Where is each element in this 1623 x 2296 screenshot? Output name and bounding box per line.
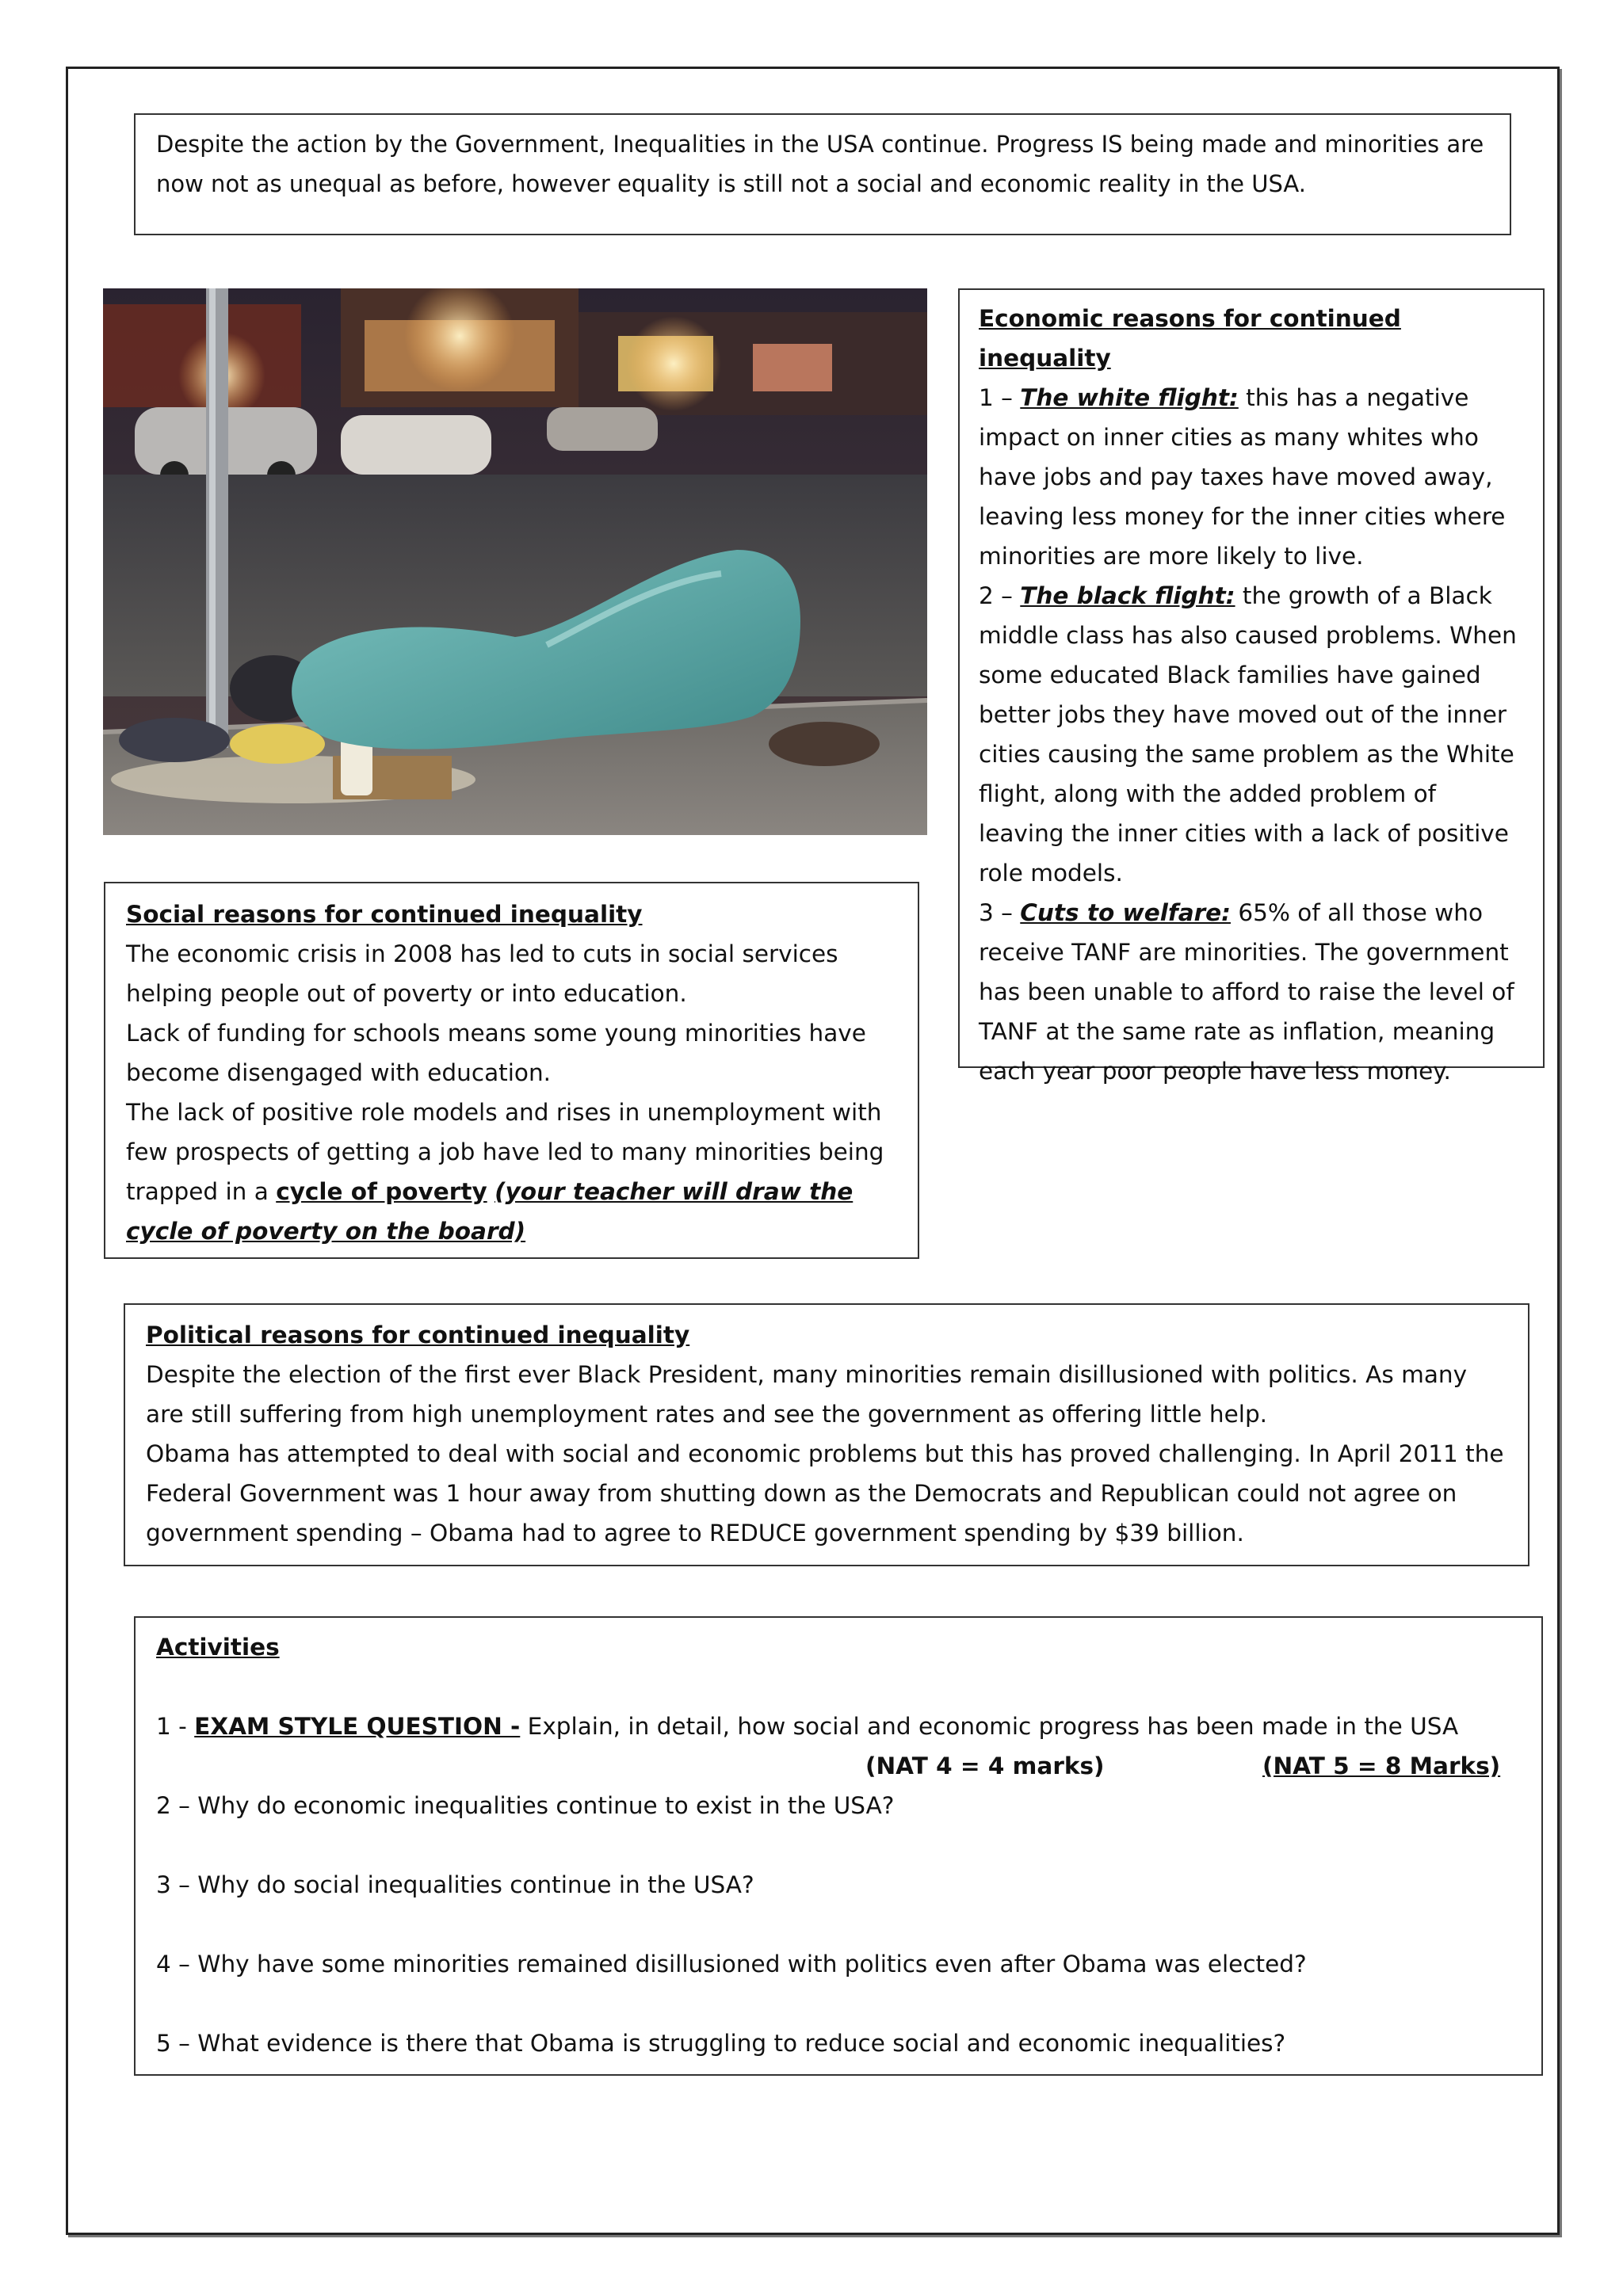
item-number: 1 – bbox=[979, 384, 1021, 411]
teacher-note: (your teacher will draw the cycle of poverty on the board) bbox=[126, 1178, 854, 1245]
political-para-2: Obama has attempted to deal with social and economic problems but this has proved challenging. In April 2011 the Federal Government was 1 hour away from shutting down as the Democrats and Republican could not agree on government spending – Obama had to agree to REDUCE government spending by $39 billion. bbox=[146, 1440, 1504, 1547]
economic-reasons-box bbox=[958, 288, 1545, 1085]
marks-nat5: (NAT 5 = 8 Marks) bbox=[1262, 1753, 1501, 1779]
item-term: The black flight: bbox=[1020, 582, 1235, 609]
item-term: The white flight: bbox=[1020, 384, 1239, 411]
marks-nat4: (NAT 4 = 4 marks) bbox=[865, 1753, 1105, 1779]
item-text: the growth of a Black middle class has also caused problems. When some educated Black families have gained better jobs they have moved out of the inner cities causing the same problem as the White flight, along with the added problem of leaving the inner cities with a lack of positive role models. bbox=[979, 582, 1517, 887]
question-3: 3 – Why do social inequalities continue in the USA? bbox=[156, 1871, 754, 1898]
question-1-number: 1 - bbox=[156, 1713, 195, 1740]
intro-text: Despite the action by the Government, Inequalities in the USA continue. Progress IS being made and minorities are now not as unequal as before, however equality is still not a social and economic reality in the USA. bbox=[156, 131, 1484, 197]
activities-heading: Activities bbox=[156, 1634, 280, 1661]
economic-item-1 bbox=[979, 378, 1524, 576]
photo-illustration bbox=[103, 288, 927, 835]
question-1-text: Explain, in detail, how social and economic progress has been made in the USA bbox=[520, 1713, 1459, 1740]
item-number: 3 – bbox=[979, 899, 1021, 926]
question-4: 4 – Why have some minorities remained disillusioned with politics even after Obama was elected? bbox=[156, 1951, 1307, 1978]
social-para-3 bbox=[126, 1093, 897, 1251]
item-text: this has a negative impact on inner cities as many whites who have jobs and pay taxes have moved away, leaving less money for the inner cities where minorities are more likely to live. bbox=[979, 384, 1506, 570]
social-para-3-text: The lack of positive role models and rises in unemployment with few prospects of getting a job have led to many minorities being trapped in a bbox=[126, 1099, 884, 1205]
political-heading: Political reasons for continued inequality bbox=[146, 1322, 690, 1348]
question-1 bbox=[156, 1707, 1521, 1746]
intro-box bbox=[134, 113, 1511, 235]
economic-item-2 bbox=[979, 576, 1524, 893]
homeless-person-photo bbox=[103, 288, 927, 835]
question-5: 5 – What evidence is there that Obama is struggling to reduce social and economic inequalities? bbox=[156, 2030, 1286, 2057]
item-text: 65% of all those who receive TANF are minorities. The government has been unable to afford to raise the level of TANF at the same rate as inflation, meaning each year poor people have less money. bbox=[979, 899, 1514, 1085]
item-term: Cuts to welfare: bbox=[1020, 899, 1231, 926]
social-heading: Social reasons for continued inequality bbox=[126, 901, 643, 928]
economic-item-3 bbox=[979, 893, 1524, 1091]
political-para-1: Despite the election of the first ever Black President, many minorities remain disillusioned with politics. As many are still suffering from high unemployment rates and see the government as offering little help. bbox=[146, 1361, 1468, 1428]
cycle-of-poverty-term: cycle of poverty bbox=[276, 1178, 487, 1205]
social-reasons-box bbox=[104, 882, 919, 1259]
economic-heading: Economic reasons for continued inequality bbox=[979, 305, 1401, 372]
activities-box bbox=[134, 1616, 1543, 2076]
exam-style-label: EXAM STYLE QUESTION - bbox=[194, 1713, 521, 1740]
item-number: 2 – bbox=[979, 582, 1021, 609]
political-reasons-box bbox=[124, 1303, 1529, 1566]
question-2: 2 – Why do economic inequalities continue to exist in the USA? bbox=[156, 1792, 895, 1819]
social-para-1: The economic crisis in 2008 has led to cuts in social services helping people out of poverty or into education. bbox=[126, 940, 838, 1007]
marks-row bbox=[156, 1746, 1521, 1786]
social-para-2: Lack of funding for schools means some young minorities have become disengaged with education. bbox=[126, 1020, 866, 1086]
